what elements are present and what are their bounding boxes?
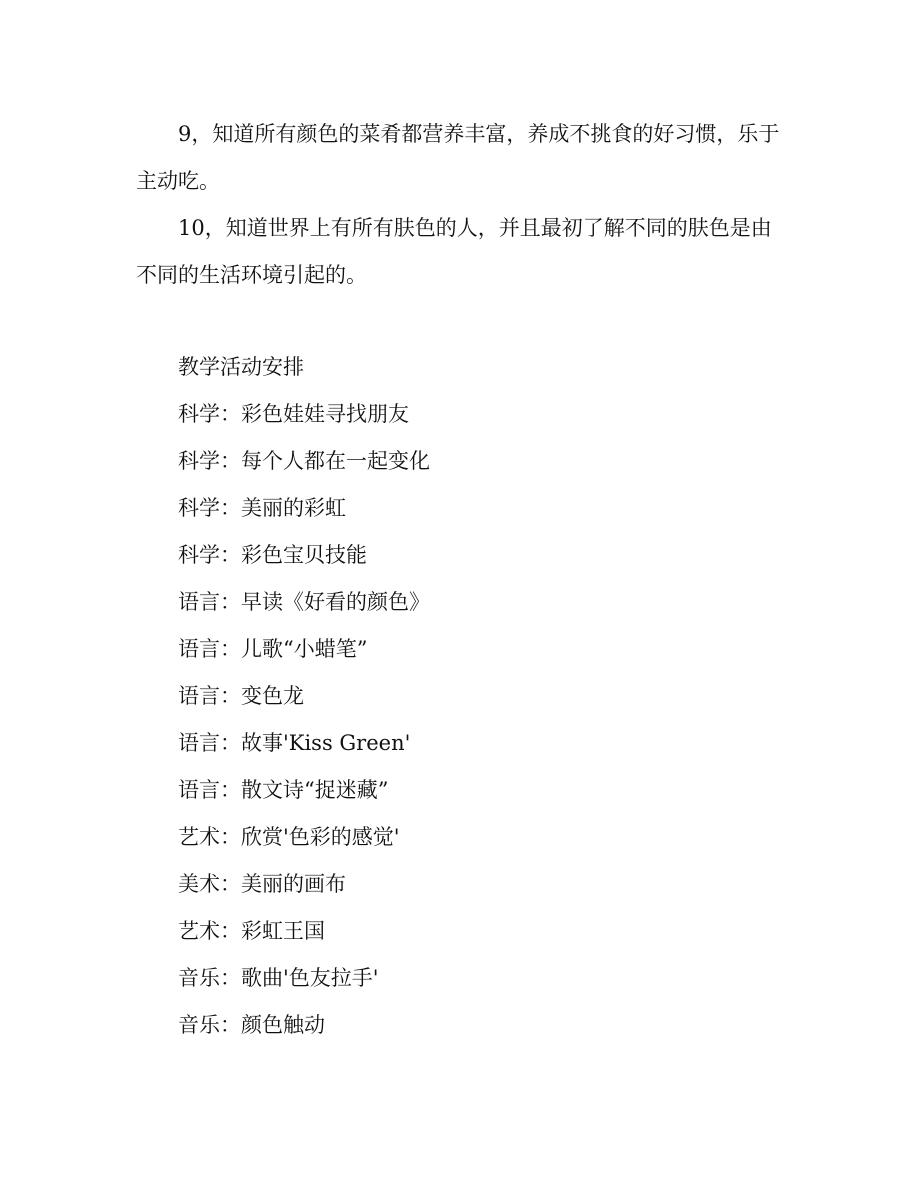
activity-item: 语言：故事'Kiss Green' [178,731,411,755]
paragraph-item-10: 10，知道世界上有所有肤色的人，并且最初了解不同的肤色是由不同的生活环境引起的。 [136,216,772,287]
activity-item: 语言：散文诗“捉迷藏” [178,778,389,802]
activity-item: 语言：儿歌“小蜡笔” [178,637,368,661]
activity-item: 科学：彩色娃娃寻找朋友 [178,402,409,426]
activity-item: 音乐：颜色触动 [178,1013,325,1037]
activity-item: 艺术：欣赏'色彩的感觉' [178,825,400,849]
activity-item: 语言：变色龙 [178,684,304,708]
paragraph-item-9: 9，知道所有颜色的菜肴都营养丰富，养成不挑食的好习惯，乐于主动吃。 [136,122,780,193]
activity-item: 艺术：彩虹王国 [178,919,325,943]
activity-item: 科学：每个人都在一起变化 [178,449,430,473]
activity-item: 科学：彩色宝贝技能 [178,543,367,567]
activity-item: 科学：美丽的彩虹 [178,496,346,520]
section-title: 教学活动安排 [178,355,304,379]
activity-item: 美术：美丽的画布 [178,872,346,896]
activity-item: 语言：早读《好看的颜色》 [178,590,430,614]
activity-item: 音乐：歌曲'色友拉手' [178,966,379,990]
